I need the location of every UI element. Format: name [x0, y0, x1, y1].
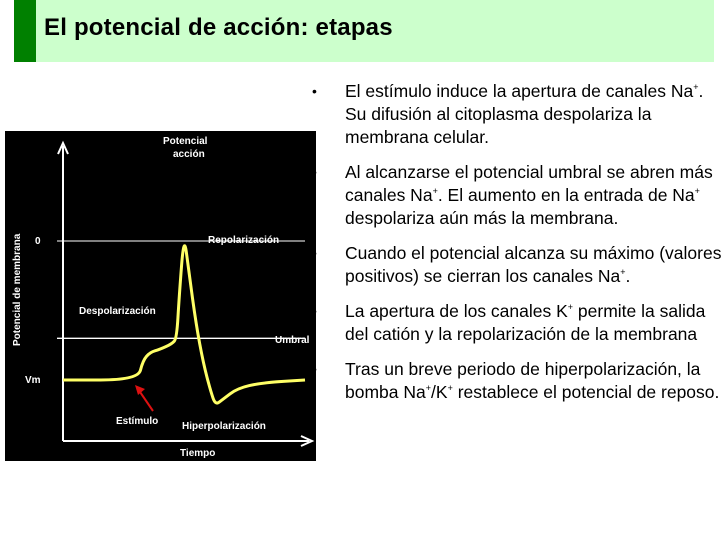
- bullet-text: /K: [431, 382, 448, 402]
- annotation-peak-line1: Potencial: [163, 136, 208, 147]
- bullet-text: Al alcanzarse el potencial umbral se abren más canales Na: [345, 162, 713, 205]
- bullet-text: Cuando el potencial alcanza su máximo (valores positivos) se cierran los canales Na: [345, 243, 722, 286]
- bullet-dot-icon: •: [312, 83, 317, 99]
- superscript: +: [567, 302, 574, 312]
- bullet-item: [312, 300, 722, 346]
- bullet-list: [312, 80, 722, 416]
- bullet-text: permite la salida del catión y la repolarización de la membrana: [345, 301, 706, 344]
- annotation-stimulus: Estímulo: [116, 416, 159, 427]
- superscript: +: [432, 186, 438, 196]
- bullet-item: [312, 242, 722, 288]
- bullet-text: Tras un breve periodo de hiperpolarización, la bomba Na: [345, 359, 701, 402]
- annotation-peak-line2: acción: [173, 149, 205, 160]
- annotation-repolarization: Repolarización: [208, 235, 280, 246]
- bullet-text: . Su difusión al citoplasma despolariza la membrana celular.: [345, 81, 704, 147]
- superscript: +: [425, 383, 432, 393]
- bullet-text: La apertura de los canales K: [345, 301, 568, 321]
- superscript: +: [694, 186, 700, 196]
- y-axis-label: Potencial de membrana: [12, 233, 23, 346]
- bullet-text: . El aumento en la entrada de Na: [437, 185, 695, 205]
- bullet-item: [312, 358, 722, 404]
- y-tick-rest: Vm: [25, 375, 41, 386]
- bullet-text: despolariza aún más la membrana.: [345, 208, 619, 228]
- y-tick-zero: 0: [35, 236, 41, 247]
- chart-background: [5, 131, 316, 461]
- bullet-item: [312, 80, 722, 149]
- bullet-item: [312, 161, 722, 230]
- annotation-depolarization: Despolarización: [79, 306, 156, 317]
- annotation-hyperpolarization: Hiperpolarización: [182, 421, 266, 432]
- action-potential-chart: [5, 131, 316, 461]
- superscript: +: [620, 267, 626, 277]
- bullet-text: restablece el potencial de reposo.: [452, 382, 720, 402]
- threshold-label: Umbral: [275, 335, 310, 346]
- bullet-text: El estímulo induce la apertura de canales Na: [345, 81, 694, 101]
- x-axis-label: Tiempo: [180, 448, 216, 459]
- superscript: +: [693, 82, 699, 92]
- title-band: [14, 0, 714, 62]
- superscript: +: [447, 383, 453, 393]
- slide-title: El potencial de acción: etapas: [44, 14, 393, 41]
- title-accent-bar: [14, 0, 36, 62]
- bullet-text: .: [625, 266, 631, 286]
